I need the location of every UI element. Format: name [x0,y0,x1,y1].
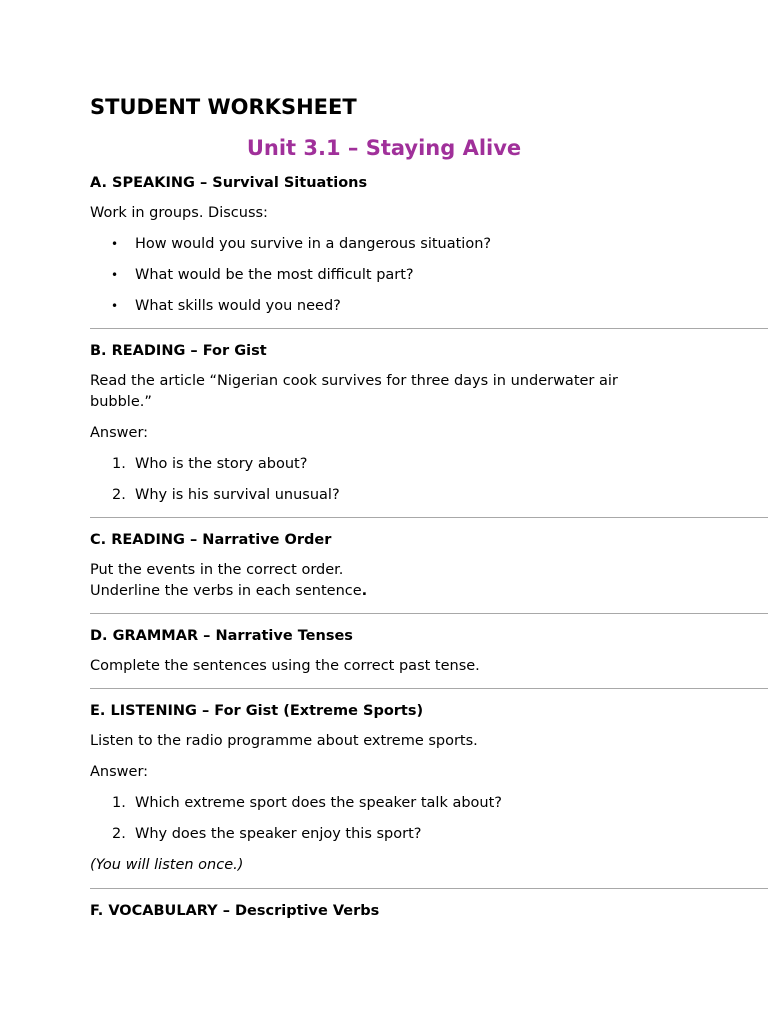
list-item [90,234,768,255]
section-c-text [90,560,650,602]
list-item-text: How would you survive in a dangerous situation? [135,236,492,252]
section-a-heading: A. SPEAKING – Survival Situations [90,175,368,191]
section-e-note: (You will listen once.) [90,857,244,873]
list-item [90,454,768,475]
list-item [90,485,768,506]
section-c-line1: Put the events in the correct order. [90,562,344,578]
section-speaking [90,173,768,317]
section-divider [90,688,768,689]
section-b-list [90,454,768,506]
section-a-list [90,234,768,317]
section-d-intro: Complete the sentences using the correct past tense. [90,658,480,674]
section-vocabulary [90,901,768,921]
section-e-heading: E. LISTENING – For Gist (Extreme Sports) [90,703,424,719]
section-divider [90,888,768,889]
list-item-text: Why does the speaker enjoy this sport? [135,826,422,842]
list-item [90,824,768,845]
section-c-line2: Underline the verbs in each sentence [90,583,362,599]
list-number: 2. [112,826,126,842]
section-grammar [90,626,768,677]
list-number: 1. [112,795,126,811]
bullet-icon: • [111,299,119,313]
section-f-heading: F. VOCABULARY – Descriptive Verbs [90,903,380,919]
unit-title: Unit 3.1 – Staying Alive [246,136,522,160]
list-item-text: Why is his survival unusual? [135,487,340,503]
list-item [90,265,768,286]
section-reading-order [90,530,768,602]
list-item-text: What skills would you need? [135,298,341,314]
section-b-heading: B. READING – For Gist [90,343,267,359]
section-listening [90,701,768,876]
bullet-icon: • [111,237,119,251]
list-item [90,793,768,814]
bullet-icon: • [111,268,119,282]
section-e-intro: Listen to the radio programme about extreme sports. [90,733,478,749]
section-e-answer-label: Answer: [90,764,149,780]
section-d-heading: D. GRAMMAR – Narrative Tenses [90,628,353,644]
worksheet-page [90,94,768,921]
section-c-heading: C. READING – Narrative Order [90,532,332,548]
page-title: STUDENT WORKSHEET [90,95,357,119]
list-item [90,296,768,317]
section-reading-gist [90,341,768,506]
list-item-text: Who is the story about? [135,456,308,472]
section-a-intro: Work in groups. Discuss: [90,205,268,221]
section-c-line2-period: . [361,583,368,599]
section-divider [90,613,768,614]
section-e-list [90,793,768,845]
list-item-text: Which extreme sport does the speaker talk about? [135,795,503,811]
list-number: 2. [112,487,126,503]
section-b-answer-label: Answer: [90,425,149,441]
list-item-text: What would be the most difficult part? [135,267,414,283]
list-number: 1. [112,456,126,472]
section-divider [90,517,768,518]
section-b-intro: Read the article “Nigerian cook survives for three days in underwater air bubble.” [90,373,618,410]
section-divider [90,328,768,329]
